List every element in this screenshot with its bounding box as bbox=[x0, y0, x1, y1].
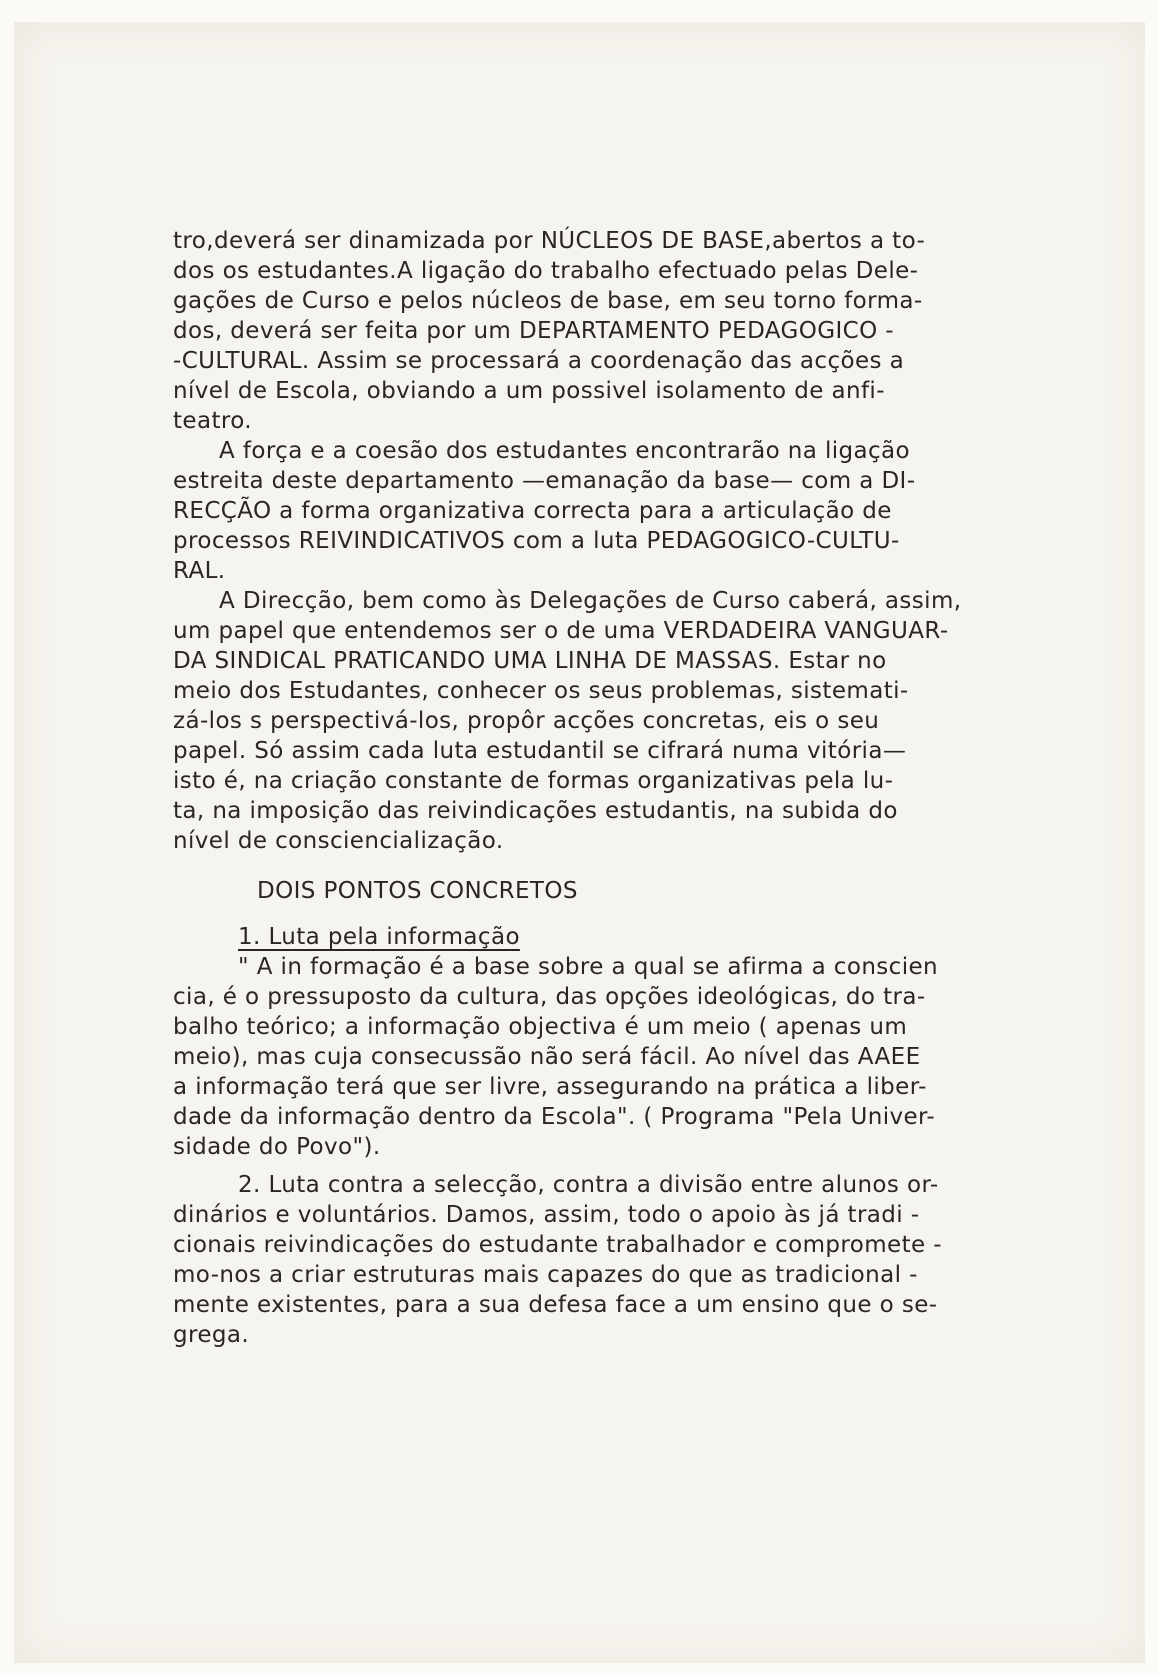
text-line: dos, deverá ser feita por um DEPARTAMENTO PEDAGOGICO - bbox=[173, 318, 895, 344]
text-line: teatro. bbox=[173, 408, 253, 434]
quote-first-line: " A in formação é a base sobre a qual se afirma a conscien bbox=[238, 954, 939, 980]
subsection-first-line: 2. Luta contra a selecção, contra a divisão entre alunos or- bbox=[238, 1172, 939, 1198]
text-line: processos REIVINDICATIVOS com a luta PEDAGOGICO-CULTU- bbox=[173, 528, 900, 554]
subsection-heading: 1. Luta pela informação bbox=[238, 924, 520, 950]
text-line: cionais reivindicações do estudante trabalhador e compromete - bbox=[173, 1232, 942, 1258]
text-line: ta, na imposição das reivindicações estudantis, na subida do bbox=[173, 798, 898, 824]
text-line: meio dos Estudantes, conhecer os seus problemas, sistemati- bbox=[173, 678, 909, 704]
paragraph-first-line: A força e a coesão dos estudantes encontrarão na ligação bbox=[219, 438, 911, 464]
text-line: dade da informação dentro da Escola". ( Programa "Pela Univer- bbox=[173, 1104, 936, 1130]
text-line: DA SINDICAL PRATICANDO UMA LINHA DE MASSAS. Estar no bbox=[173, 648, 887, 674]
text-line: a informação terá que ser livre, assegurando na prática a liber- bbox=[173, 1074, 927, 1100]
text-line: dos os estudantes.A ligação do trabalho efectuado pelas Dele- bbox=[173, 258, 919, 284]
text-line: mo-nos a criar estruturas mais capazes do que as tradicional - bbox=[173, 1262, 918, 1288]
text-line: gações de Curso e pelos núcleos de base, em seu torno forma- bbox=[173, 288, 923, 314]
text-line: balho teórico; a informação objectiva é um meio ( apenas um bbox=[173, 1014, 908, 1040]
text-line: dinários e voluntários. Damos, assim, todo o apoio às já tradi - bbox=[173, 1202, 920, 1228]
text-line: estreita deste departamento —emanação da base— com a DI- bbox=[173, 468, 916, 494]
text-line: nível de consciencialização. bbox=[173, 828, 504, 854]
text-line: RECÇÃO a forma organizativa correcta para a articulação de bbox=[173, 498, 892, 524]
text-line: RAL. bbox=[173, 558, 226, 584]
text-line: cia, é o pressuposto da cultura, das opções ideológicas, do tra- bbox=[173, 984, 926, 1010]
text-line: grega. bbox=[173, 1322, 250, 1348]
text-line: um papel que entendemos ser o de uma VERDADEIRA VANGUAR- bbox=[173, 618, 949, 644]
text-line: zá-los s perspectivá-los, propôr acções concretas, eis o seu bbox=[173, 708, 880, 734]
text-line: isto é, na criação constante de formas organizativas pela lu- bbox=[173, 768, 894, 794]
section-heading: DOIS PONTOS CONCRETOS bbox=[257, 878, 578, 904]
text-line: tro,deverá ser dinamizada por NÚCLEOS DE BASE,abertos a to- bbox=[173, 228, 926, 254]
paragraph-first-line: A Direcção, bem como às Delegações de Curso caberá, assim, bbox=[219, 588, 962, 614]
text-line: sidade do Povo"). bbox=[173, 1134, 381, 1160]
text-line: meio), mas cuja consecussão não será fácil. Ao nível das AAEE bbox=[173, 1044, 921, 1070]
text-line: mente existentes, para a sua defesa face a um ensino que o se- bbox=[173, 1292, 938, 1318]
text-line: papel. Só assim cada luta estudantil se cifrará numa vitória— bbox=[173, 738, 907, 764]
text-line: -CULTURAL. Assim se processará a coordenação das acções a bbox=[173, 348, 905, 374]
text-line: nível de Escola, obviando a um possivel isolamento de anfi- bbox=[173, 378, 885, 404]
